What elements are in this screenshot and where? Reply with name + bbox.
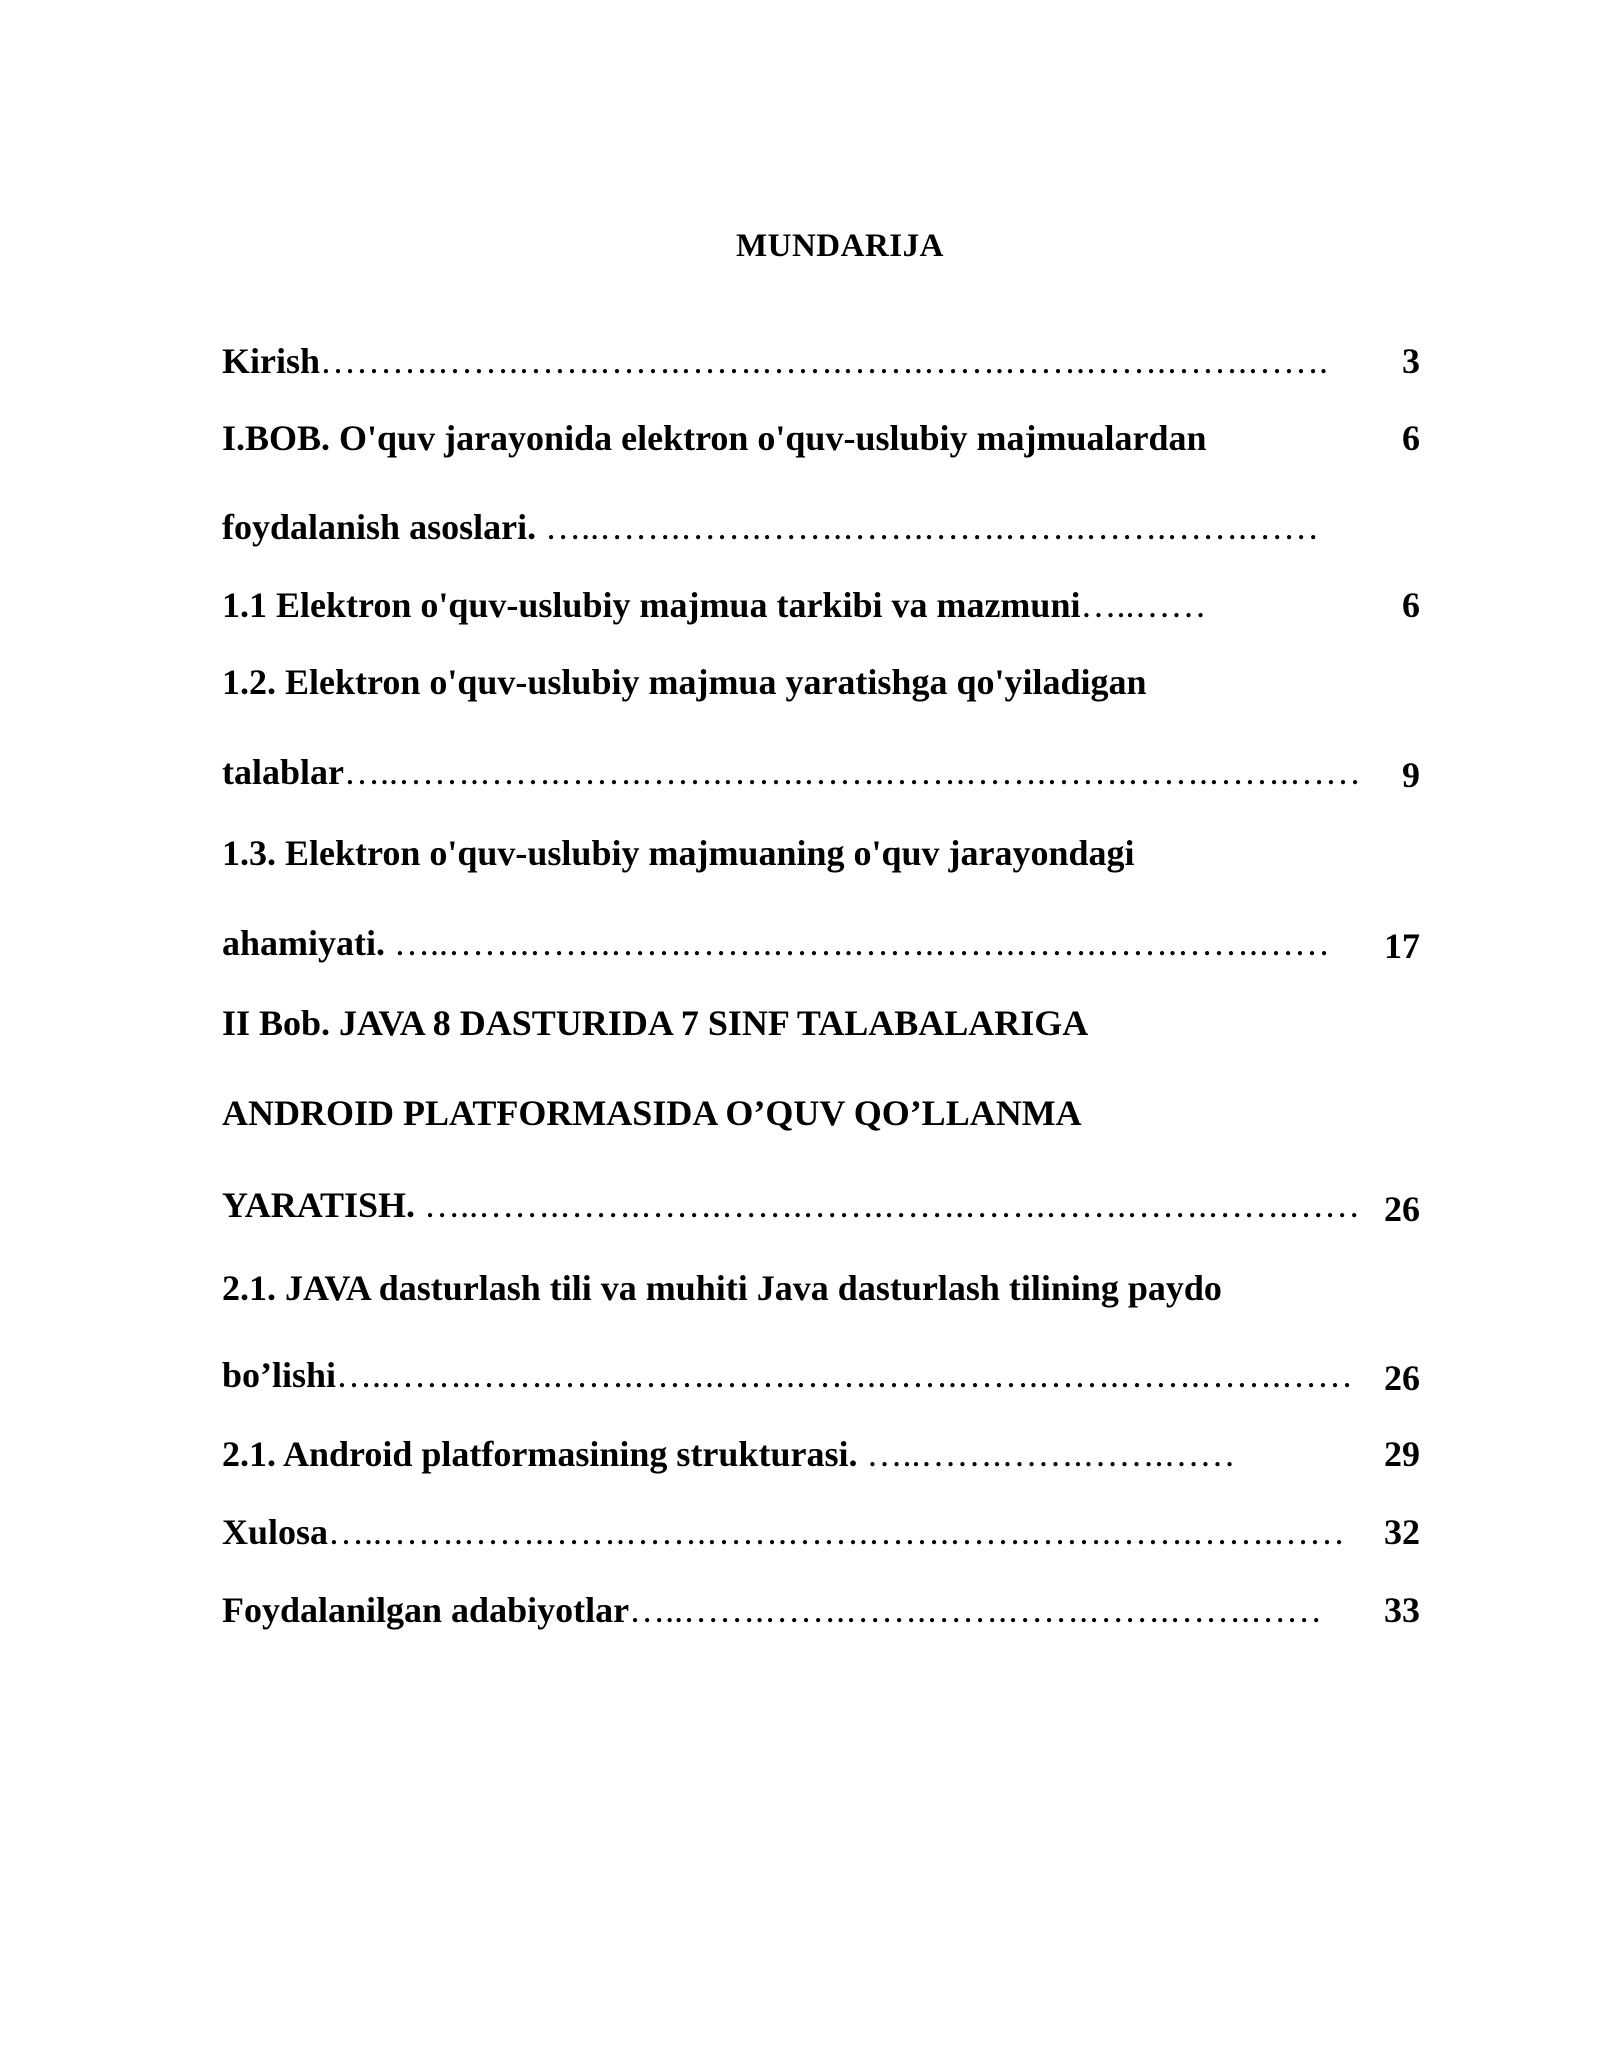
- toc-entry-1-2[interactable]: [222, 664, 1147, 700]
- toc-page-number: 29: [1384, 1434, 1420, 1474]
- toc-page-number: 26: [1384, 1189, 1420, 1229]
- toc-entry-text: ahamiyati.: [222, 923, 386, 963]
- toc-entry-chapter-2-cont-1[interactable]: [222, 1095, 1082, 1131]
- toc-leader-dots: …..…….…….…….…….…….…….…….…….…….…….…….……: [328, 1512, 1346, 1552]
- toc-entry-2-1-java[interactable]: [222, 1270, 1222, 1306]
- toc-entry-text: 2.1. Android platformasining strukturasi.: [222, 1434, 858, 1474]
- toc-page-number: 17: [1384, 926, 1420, 966]
- toc-entry-adabiyotlar[interactable]: [222, 1592, 1322, 1628]
- toc-page-number: 3: [1402, 341, 1420, 381]
- toc-entry-kirish[interactable]: [222, 343, 1328, 379]
- toc-page-number: 33: [1384, 1590, 1420, 1630]
- toc-entry-text: Xulosa: [222, 1512, 329, 1552]
- toc-leader-dots: …..…….…….…….…….…….…….…….…….…….…….…….……: [344, 752, 1361, 792]
- toc-entry-text: 2.1. JAVA dasturlash tili va muhiti Java dasturlash tilining paydo: [222, 1268, 1222, 1308]
- toc-entry-text: foydalanish asoslari.: [222, 507, 537, 547]
- page-title: MUNDARIJA: [736, 228, 944, 264]
- toc-entry-1-3[interactable]: [222, 835, 1135, 871]
- toc-entry-text: I.BOB. O'quv jarayonida elektron o'quv-uslubiy majmualardan: [222, 418, 1207, 458]
- toc-entry-2-1-android[interactable]: [222, 1436, 1235, 1472]
- toc-entry-1-3-cont[interactable]: [222, 925, 1330, 961]
- toc-entry-text: 1.2. Elektron o'quv-uslubiy majmua yaratishga qo'yiladigan: [222, 662, 1147, 702]
- toc-leader-dots: …..…….…….…….…….…….…….…….…….…….…….……: [415, 1185, 1361, 1225]
- toc-entry-chapter-1-cont[interactable]: [222, 509, 1319, 545]
- toc-page-number: 9: [1402, 755, 1420, 795]
- toc-page-number: 6: [1402, 585, 1420, 625]
- toc-entry-text: Foydalanilgan adabiyotlar: [222, 1590, 630, 1630]
- toc-leader-dots: …..…….…….…….…….…….…….…….…….…….…….…….……: [336, 1355, 1354, 1395]
- toc-entry-text: II Bob. JAVA 8 DASTURIDA 7 SINF TALABALARIGA: [222, 1003, 1089, 1043]
- toc-leader-dots: …..…….…….…….…….…….…….…….……: [629, 1590, 1323, 1630]
- toc-leader-dots: …..…….…….…….……: [857, 1434, 1236, 1474]
- toc-entry-text: Kirish: [222, 341, 321, 381]
- toc-leader-dots: ……….…….…….…….…….…….…….…….…….…….…….…….: [320, 341, 1329, 381]
- toc-entry-chapter-2[interactable]: [222, 1005, 1088, 1041]
- toc-page-number: 26: [1384, 1358, 1420, 1398]
- toc-entry-2-1-java-cont[interactable]: [222, 1357, 1353, 1393]
- toc-entry-xulosa[interactable]: [222, 1514, 1345, 1550]
- toc-page-number: 6: [1402, 418, 1420, 458]
- toc-entry-chapter-2-cont-2[interactable]: [222, 1187, 1360, 1223]
- toc-entry-1-1[interactable]: [222, 587, 1206, 623]
- toc-entry-text: 1.1 Elektron o'quv-uslubiy majmua tarkibi va mazmuni: [222, 585, 1081, 625]
- toc-leader-dots: …..……: [1080, 585, 1207, 625]
- toc-entry-1-2-cont[interactable]: [222, 754, 1361, 790]
- toc-entry-text: talablar: [222, 752, 344, 792]
- toc-entry-text: 1.3. Elektron o'quv-uslubiy majmuaning o'quv jarayondagi: [222, 833, 1135, 873]
- toc-entry-text: YARATISH.: [222, 1185, 416, 1225]
- toc-entry-chapter-1[interactable]: [222, 420, 1207, 456]
- toc-page-number: 32: [1384, 1512, 1420, 1552]
- toc-leader-dots: …..…….…….…….…….…….…….…….…….……: [536, 507, 1320, 547]
- toc-leader-dots: …..…….…….…….…….…….…….…….…….…….…….……: [385, 923, 1331, 963]
- toc-entry-text: bo’lishi: [222, 1355, 337, 1395]
- toc-entry-text: ANDROID PLATFORMASIDA O’QUV QO’LLANMA: [222, 1093, 1082, 1133]
